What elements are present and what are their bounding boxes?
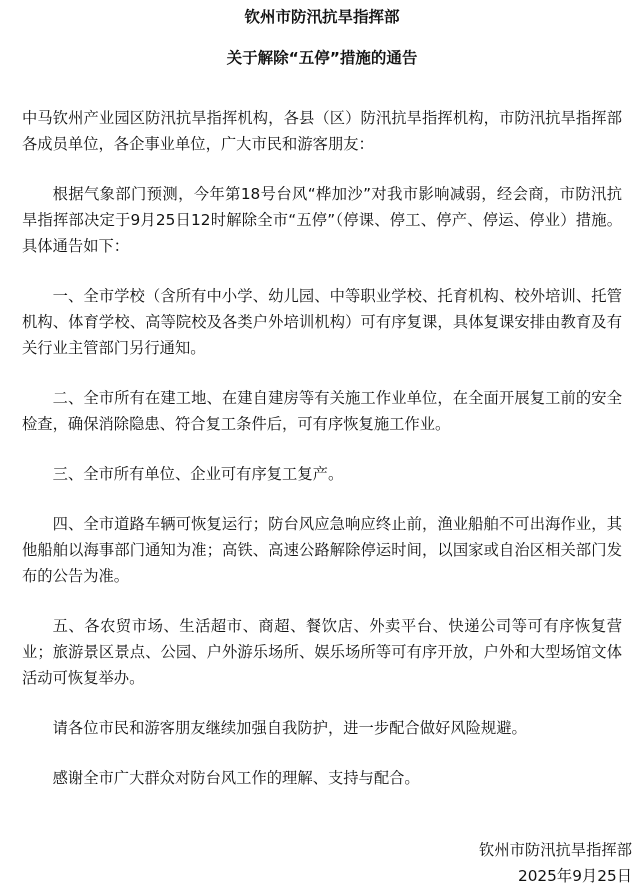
appeal-paragraph: 请各位市民和游客朋友继续加强自我防护，进一步配合做好风险规避。 <box>52 719 527 737</box>
item-enterprises-paragraph: 三、全市所有单位、企业可有序复工复产。 <box>52 465 344 483</box>
item-transport-paragraph: 四、全市道路车辆可恢复运行；防台风应急响应终止前，渔业船舶不可出海作业，其他船舶以海事部门通知为准；高铁、高速公路解除停运时间，以国家或自治区相关部门发布的公告为准。 <box>22 515 622 585</box>
signature-date: 2025年9月25日 <box>517 867 632 885</box>
item-construction-paragraph: 二、全市所有在建工地、在建自建房等有关施工作业单位，在全面开展复工前的安全检查，确保消除隐患、符合复工条件后，可有序恢复施工作业。 <box>22 389 622 433</box>
signature-block <box>479 837 632 889</box>
notice-document <box>22 0 622 815</box>
issuing-organization-title: 钦州市防汛抗旱指挥部 <box>244 8 400 26</box>
item-business-paragraph: 五、各农贸市场、生活超市、商超、餐饮店、外卖平台、快递公司等可有序恢复营业；旅游景区景点、公园、户外游乐场所、娱乐场所等可有序开放，户外和大型场馆文体活动可恢复举办。 <box>22 617 622 687</box>
notice-body <box>22 105 622 791</box>
intro-paragraph: 根据气象部门预测，今年第18号台风“桦加沙”对我市影响减弱，经会商，市防汛抗旱指挥部决定于9月25日12时解除全市“五停”（停课、停工、停产、停运、停业）措施。具体通告如下： <box>22 185 622 255</box>
item-schools-paragraph: 一、全市学校（含所有中小学、幼儿园、中等职业学校、托育机构、校外培训、托管机构、体育学校、高等院校及各类户外培训机构）可有序复课，具体复课安排由教育及有关行业主管部门另行通知。 <box>22 287 622 357</box>
signature-issuer: 钦州市防汛抗旱指挥部 <box>479 841 632 859</box>
salutation-paragraph: 中马钦州产业园区防汛抗旱指挥机构，各县（区）防汛抗旱指挥机构，市防汛抗旱指挥部各成员单位，各企事业单位，广大市民和游客朋友： <box>22 109 622 153</box>
notice-title: 关于解除“五停”措施的通告 <box>226 49 418 67</box>
thanks-paragraph: 感谢全市广大群众对防台风工作的理解、支持与配合。 <box>52 769 420 787</box>
